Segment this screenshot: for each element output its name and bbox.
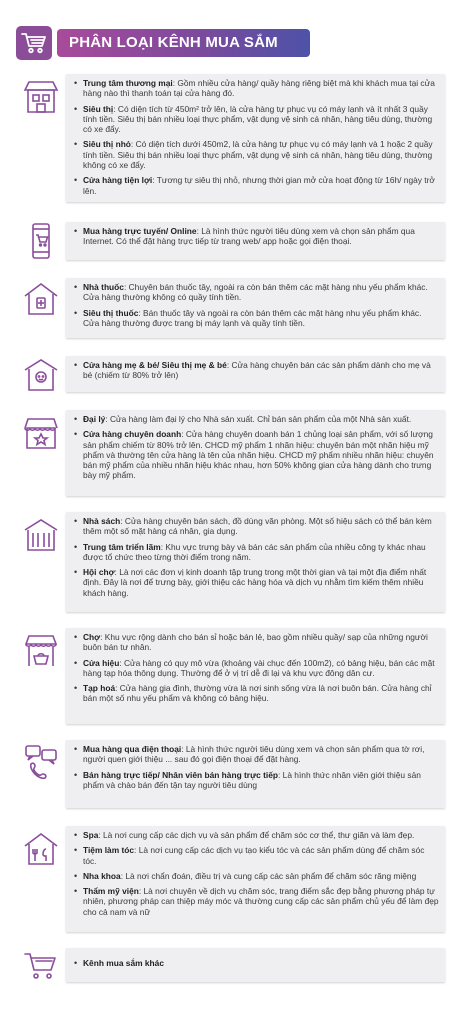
list-item — [83, 542, 439, 563]
item-desc: : Khu vực rộng dành cho bán sỉ hoặc bán lẻ, bao gồm nhiều quầy/ sạp của những người buôn bán tư nhân. — [83, 632, 428, 653]
item-desc: : Gồm nhiều cửa hàng/ quầy hàng riêng biệt mà khi khách mua tại cửa hàng nào thì thanh toán tại cửa hàng đó. — [83, 78, 435, 99]
item-desc: : Cửa hàng chuyên doanh bán 1 chủng loại sản phẩm, với số lượng sản phẩm chiếm từ 80% trở lên. CHCD mỹ phẩm 1 nhãn hiệu: chuyên bán một nhãn hiệu mỹ phẩm và thường tên cửa hàng là tên của nhãn hiệu. CHCD mỹ phẩm nhiều nhãn hiệu: chuyên bán mỹ phẩm của nhiều nhãn hiệu khác nhau, hơn 50% không gian cửa hàng dành cho trưng bày mỹ phẩm. — [83, 429, 434, 481]
item-term: Siêu thị thuốc — [83, 307, 139, 318]
list-item — [83, 78, 439, 99]
section-card — [66, 826, 445, 932]
list-item — [83, 683, 439, 704]
item-desc: : Là hình thức nhân viên giới thiệu sản phẩm và chào bán đến tận tay người tiêu dùng — [83, 769, 421, 790]
item-desc: : Là nơi chuyên về dịch vụ chăm sóc, trang điểm sắc đẹp bằng phương pháp tự nhiên, phương pháp can thiệp máy móc và thường cung cấp các sản phẩm chủ yếu để làm đẹp cho cả nam và nữ — [83, 886, 439, 917]
item-desc: : Có diện tích từ 450m² trở lên, là cửa hàng tự phục vụ có máy lạnh và ít nhất 3 quầy tính tiền. Siêu thị bán nhiều loại thực phẩm, vật dụng vệ sinh cá nhân, hàng tiêu dùng, thường có xe đẩy. — [83, 103, 433, 135]
section-card — [66, 356, 445, 392]
item-desc: : Khu vực trưng bày và bán các sản phẩm của nhiều công ty khác nhau được tổ chức theo từng thời điểm trong năm. — [83, 541, 426, 562]
cart-icon — [22, 946, 60, 984]
item-term: Cửa hàng tiện lợi — [83, 175, 153, 186]
list-item — [83, 516, 439, 537]
item-term: Đại lý — [83, 414, 106, 424]
exhibition-hall-icon — [22, 516, 60, 554]
list-item — [83, 658, 439, 679]
section-card — [66, 74, 445, 202]
item-desc: : Chuyên bán thuốc tây, ngoài ra còn bán thêm các mặt hàng nhu yếu phẩm khác. Cửa hàng thường không có quầy tính tiền. — [83, 282, 428, 303]
list-item — [83, 770, 439, 791]
list-item — [83, 282, 439, 303]
item-term: Hội chợ — [83, 567, 115, 578]
item-desc: : Là nơi cung cấp các dịch vụ và sản phẩm để chăm sóc cơ thể, thư giãn và làm đẹp. — [98, 830, 415, 840]
item-desc: : Cửa hàng có quy mô vừa (khoảng vài chục đến 100m2), có bảng hiệu, bán các mặt hàng tạp hóa thông dụng. Thường để ở vị trí dễ đi lại và khu vực đông dân cư. — [83, 657, 435, 678]
item-term: Bán hàng trực tiếp/ Nhân viên bán hàng trực tiếp — [83, 769, 279, 780]
franchise-store-icon — [22, 414, 60, 452]
section-card — [66, 740, 445, 808]
item-desc: : Tương tự siêu thị nhỏ, nhưng thời gian mở cửa hoạt động từ 16h/ ngày trở lên. — [83, 175, 435, 196]
item-term: Siêu thị — [83, 103, 114, 114]
item-desc: : Là nơi chẩn đoán, điều trị và cung cấp các sản phẩm để chăm sóc răng miệng — [120, 870, 417, 881]
list-item — [83, 830, 439, 840]
item-desc: : Cửa hàng làm đại lý cho Nhà sản xuất. Chỉ bán sản phẩm của một Nhà sản xuất. — [105, 414, 412, 424]
pharmacy-icon — [22, 280, 60, 318]
section-card — [66, 410, 445, 496]
baby-store-icon — [22, 356, 60, 394]
page-header — [16, 26, 316, 60]
item-term: Tiệm làm tóc — [83, 845, 135, 856]
item-term: Trung tâm triển lãm — [83, 541, 161, 552]
list-item — [83, 414, 439, 424]
item-term: Chợ — [83, 632, 101, 642]
list-item — [83, 308, 439, 329]
list-item — [83, 567, 439, 598]
list-item — [83, 104, 439, 135]
market-stall-icon — [22, 632, 60, 670]
list-item — [83, 139, 439, 170]
section-card — [66, 512, 445, 612]
item-term: Thẩm mỹ viện — [83, 886, 139, 897]
list-item — [83, 886, 439, 917]
beauty-service-icon — [22, 830, 60, 868]
shopping-cart-icon — [16, 26, 52, 60]
item-term: Mua hàng qua điện thoại — [83, 744, 182, 754]
shopping-mall-icon — [22, 78, 60, 116]
item-term: Nhà sách — [83, 516, 121, 526]
item-term: Siêu thị nhỏ — [83, 139, 131, 150]
item-desc: : Là nơi các đơn vị kinh doanh tập trung trong một thời gian và tại một địa điểm nhất định. Đây là nơi để trưng bày, giới thiệu các hàng hóa và dịch vụ nhằm tìm kiếm thêm nhiều khách hàng. — [83, 567, 427, 598]
list-item — [83, 958, 439, 968]
item-term: Trung tâm thương mại — [83, 78, 173, 88]
item-desc: : Là hình thức người tiêu dùng xem và chọn sản phẩm qua Internet. Có thể đặt hàng trực tiếp từ trang web/ app hoặc gọi điện thoại. — [83, 226, 415, 247]
section-card — [66, 278, 445, 338]
item-desc: : Bán thuốc tây và ngoài ra còn bán thêm các mặt hàng nhu yếu phẩm khác. Cửa hàng thường được trang bị máy lạnh và quầy tính tiền. — [83, 307, 422, 328]
list-item — [83, 226, 439, 247]
item-desc: : Là nơi cung cấp các dịch vụ tạo kiểu tóc và các sản phẩm dùng để chăm sóc tóc. — [83, 845, 425, 866]
item-desc: : Có diện tích dưới 450m2, là cửa hàng tự phục vụ có máy lạnh và 1 hoặc 2 quầy tính tiền. Siêu thị bán nhiều loại thực phẩm, vật dụng vệ sinh cá nhân, hàng tiêu dùng, thường không có xe đẩy. — [83, 139, 433, 171]
list-item — [83, 360, 439, 381]
mobile-shopping-icon — [22, 222, 60, 260]
section-card — [66, 222, 445, 260]
list-item — [83, 845, 439, 866]
item-term: Cửa hàng chuyên doanh — [83, 429, 182, 440]
item-term: Nha khoa — [83, 870, 121, 881]
item-term: Mua hàng trực tuyến/ Online — [83, 226, 197, 236]
item-term: Tạp hoá — [83, 683, 116, 694]
list-item — [83, 429, 439, 480]
item-term: Nhà thuốc — [83, 282, 124, 292]
item-term: Spa — [83, 830, 99, 840]
item-term: Cửa hàng mẹ & bé/ Siêu thị mẹ & bé — [83, 360, 227, 370]
list-item — [83, 744, 439, 765]
phone-chat-icon — [22, 742, 60, 780]
item-term: Kênh mua sắm khác — [83, 958, 164, 968]
list-item — [83, 175, 439, 196]
item-desc: : Cửa hàng chuyên bán các sản phẩm dành cho mẹ và bé (chiếm từ 80% trở lên) — [83, 360, 431, 381]
page-title: PHÂN LOẠI KÊNH MUA SẮM — [57, 29, 310, 57]
list-item — [83, 632, 439, 653]
item-desc: : Cửa hàng chuyên bán sách, đồ dùng văn phòng. Một số hiệu sách có thể bán kèm thêm một số mặt hàng cá nhân, gia dụng. — [83, 516, 432, 537]
section-card — [66, 628, 445, 724]
item-term: Cửa hiệu — [83, 657, 120, 668]
section-card — [66, 948, 445, 982]
item-desc: : Cửa hàng gia đình, thường vừa là nơi sinh sống vừa là nơi buôn bán. Cửa hàng chỉ bán một số nhu yếu phẩm và không có bảng hiệu. — [83, 683, 432, 704]
list-item — [83, 871, 439, 881]
item-desc: : Là hình thức người tiêu dùng xem và chọn sản phẩm qua tờ rơi, người quen giới thiệu ... sau đó gọi điện thoại để đặt hàng. — [83, 744, 425, 765]
